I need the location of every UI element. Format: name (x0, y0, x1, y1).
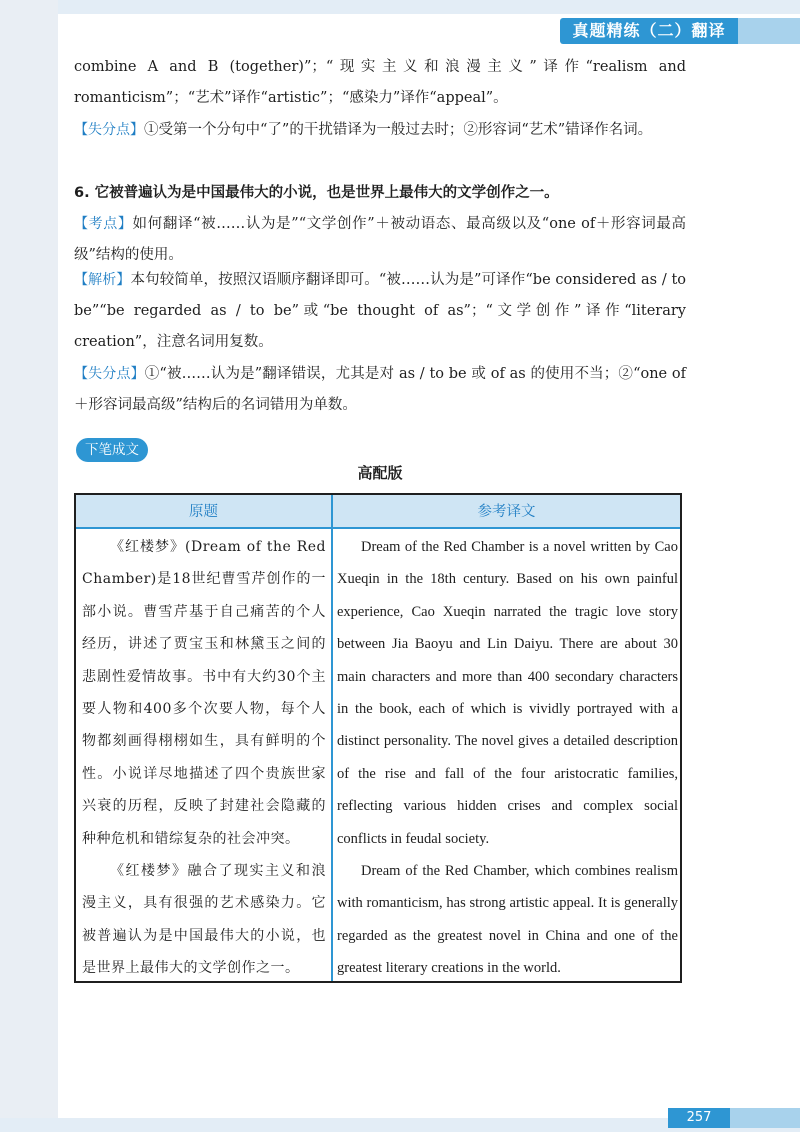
section-header-tab: 真题精练（二）翻译 (560, 18, 738, 44)
kaodian-6 (74, 209, 686, 271)
original-paragraph: 《红楼梦》(Dream of the Red Chamber)是18世纪曹雪芹创作的一部小说。曹雪芹基于自己痛苦的个人经历，讲述了贾宝玉和林黛玉之间的悲剧性爱情故事。书中有大约30个主要人物和400多个次要人物，每个人物都刻画得栩栩如生，具有鲜明的个性。小说详尽地描述了四个贵族世家兴衰的历程，反映了封建社会隐藏的种种危机和错综复杂的社会冲突。 (82, 539, 326, 847)
translation-paragraph: Dream of the Red Chamber, which combines realism with romanticism, has strong artistic appeal. It is generally regarded as the greatest novel in China and one of the greatest literary creations in the world. (337, 863, 678, 977)
page-number-tail (730, 1108, 800, 1128)
continued-line: combine A and B (together)”；“现实主义和浪漫主义”译作“realism and romanticism”；“艺术”译作“artistic”；“感染力”译作“appeal”。 (74, 59, 686, 106)
header-tab-tail (738, 18, 800, 44)
loss-point-text: ①“被……认为是”翻译错误，尤其是对 as / to be 或 of as 的使用不当；②“one of＋形容词最高级”结构后的名词错用为单数。 (74, 366, 686, 413)
table-header-translation: 参考译文 (333, 495, 680, 529)
translation-paragraph: Dream of the Red Chamber is a novel written by Cao Xueqin in the 18th century. Based on his own painful experience, Cao Xueqin narrated the tragic love story between Jia Baoyu and Lin Daiyu. There are about 30 main characters and more than 400 secondary characters in the book, each of which is vividly portrayed with a distinct personality. The novel gives a detailed description of the rise and fall of the four aristocratic families, reflecting various hidden crises and complex social conflicts in feudal society. (337, 539, 678, 847)
kaodian-tag: 【考点】 (74, 216, 133, 232)
column-divider (331, 495, 333, 981)
jiexi-tag: 【解析】 (74, 272, 131, 288)
translation-text-cell (337, 531, 678, 985)
kaodian-text: 如何翻译“被……认为是”“文学创作”＋被动语态、最高级以及“one of＋形容词最高级”结构的使用。 (74, 216, 687, 263)
page-side-margin (0, 0, 58, 1132)
continued-explanation (74, 52, 686, 114)
original-text-cell (82, 531, 326, 985)
version-title: 高配版 (357, 464, 403, 482)
page-number: 257 (668, 1108, 730, 1128)
jiexi-text: 本句较简单，按照汉语顺序翻译即可。“被……认为是”可译作“be considered as / to be”“be regarded as / to be”或“be thought of as”；“文学创作”译作“literary creation”，注意名词用复数。 (74, 272, 687, 350)
question-6 (74, 178, 686, 209)
header-band (58, 0, 800, 14)
loss-point-tag: 【失分点】 (74, 122, 144, 138)
loss-point-6 (74, 359, 686, 421)
loss-point-text: ①受第一个分句中“了”的干扰错译为一般过去时；②形容词“艺术”错译作名词。 (144, 122, 653, 138)
loss-point-5 (74, 115, 686, 146)
question-6-text: 6. 它被普遍认为是中国最伟大的小说，也是世界上最伟大的文学创作之一。 (74, 185, 559, 201)
loss-point-tag: 【失分点】 (74, 366, 145, 382)
section-tag: 下笔成文 (76, 438, 148, 462)
original-paragraph: 《红楼梦》融合了现实主义和浪漫主义，具有很强的艺术感染力。它被普遍认为是中国最伟大的小说，也是世界上最伟大的文学创作之一。 (82, 863, 326, 977)
translation-table (74, 493, 682, 983)
table-header-original: 原题 (76, 495, 331, 529)
jiexi-6 (74, 265, 686, 358)
